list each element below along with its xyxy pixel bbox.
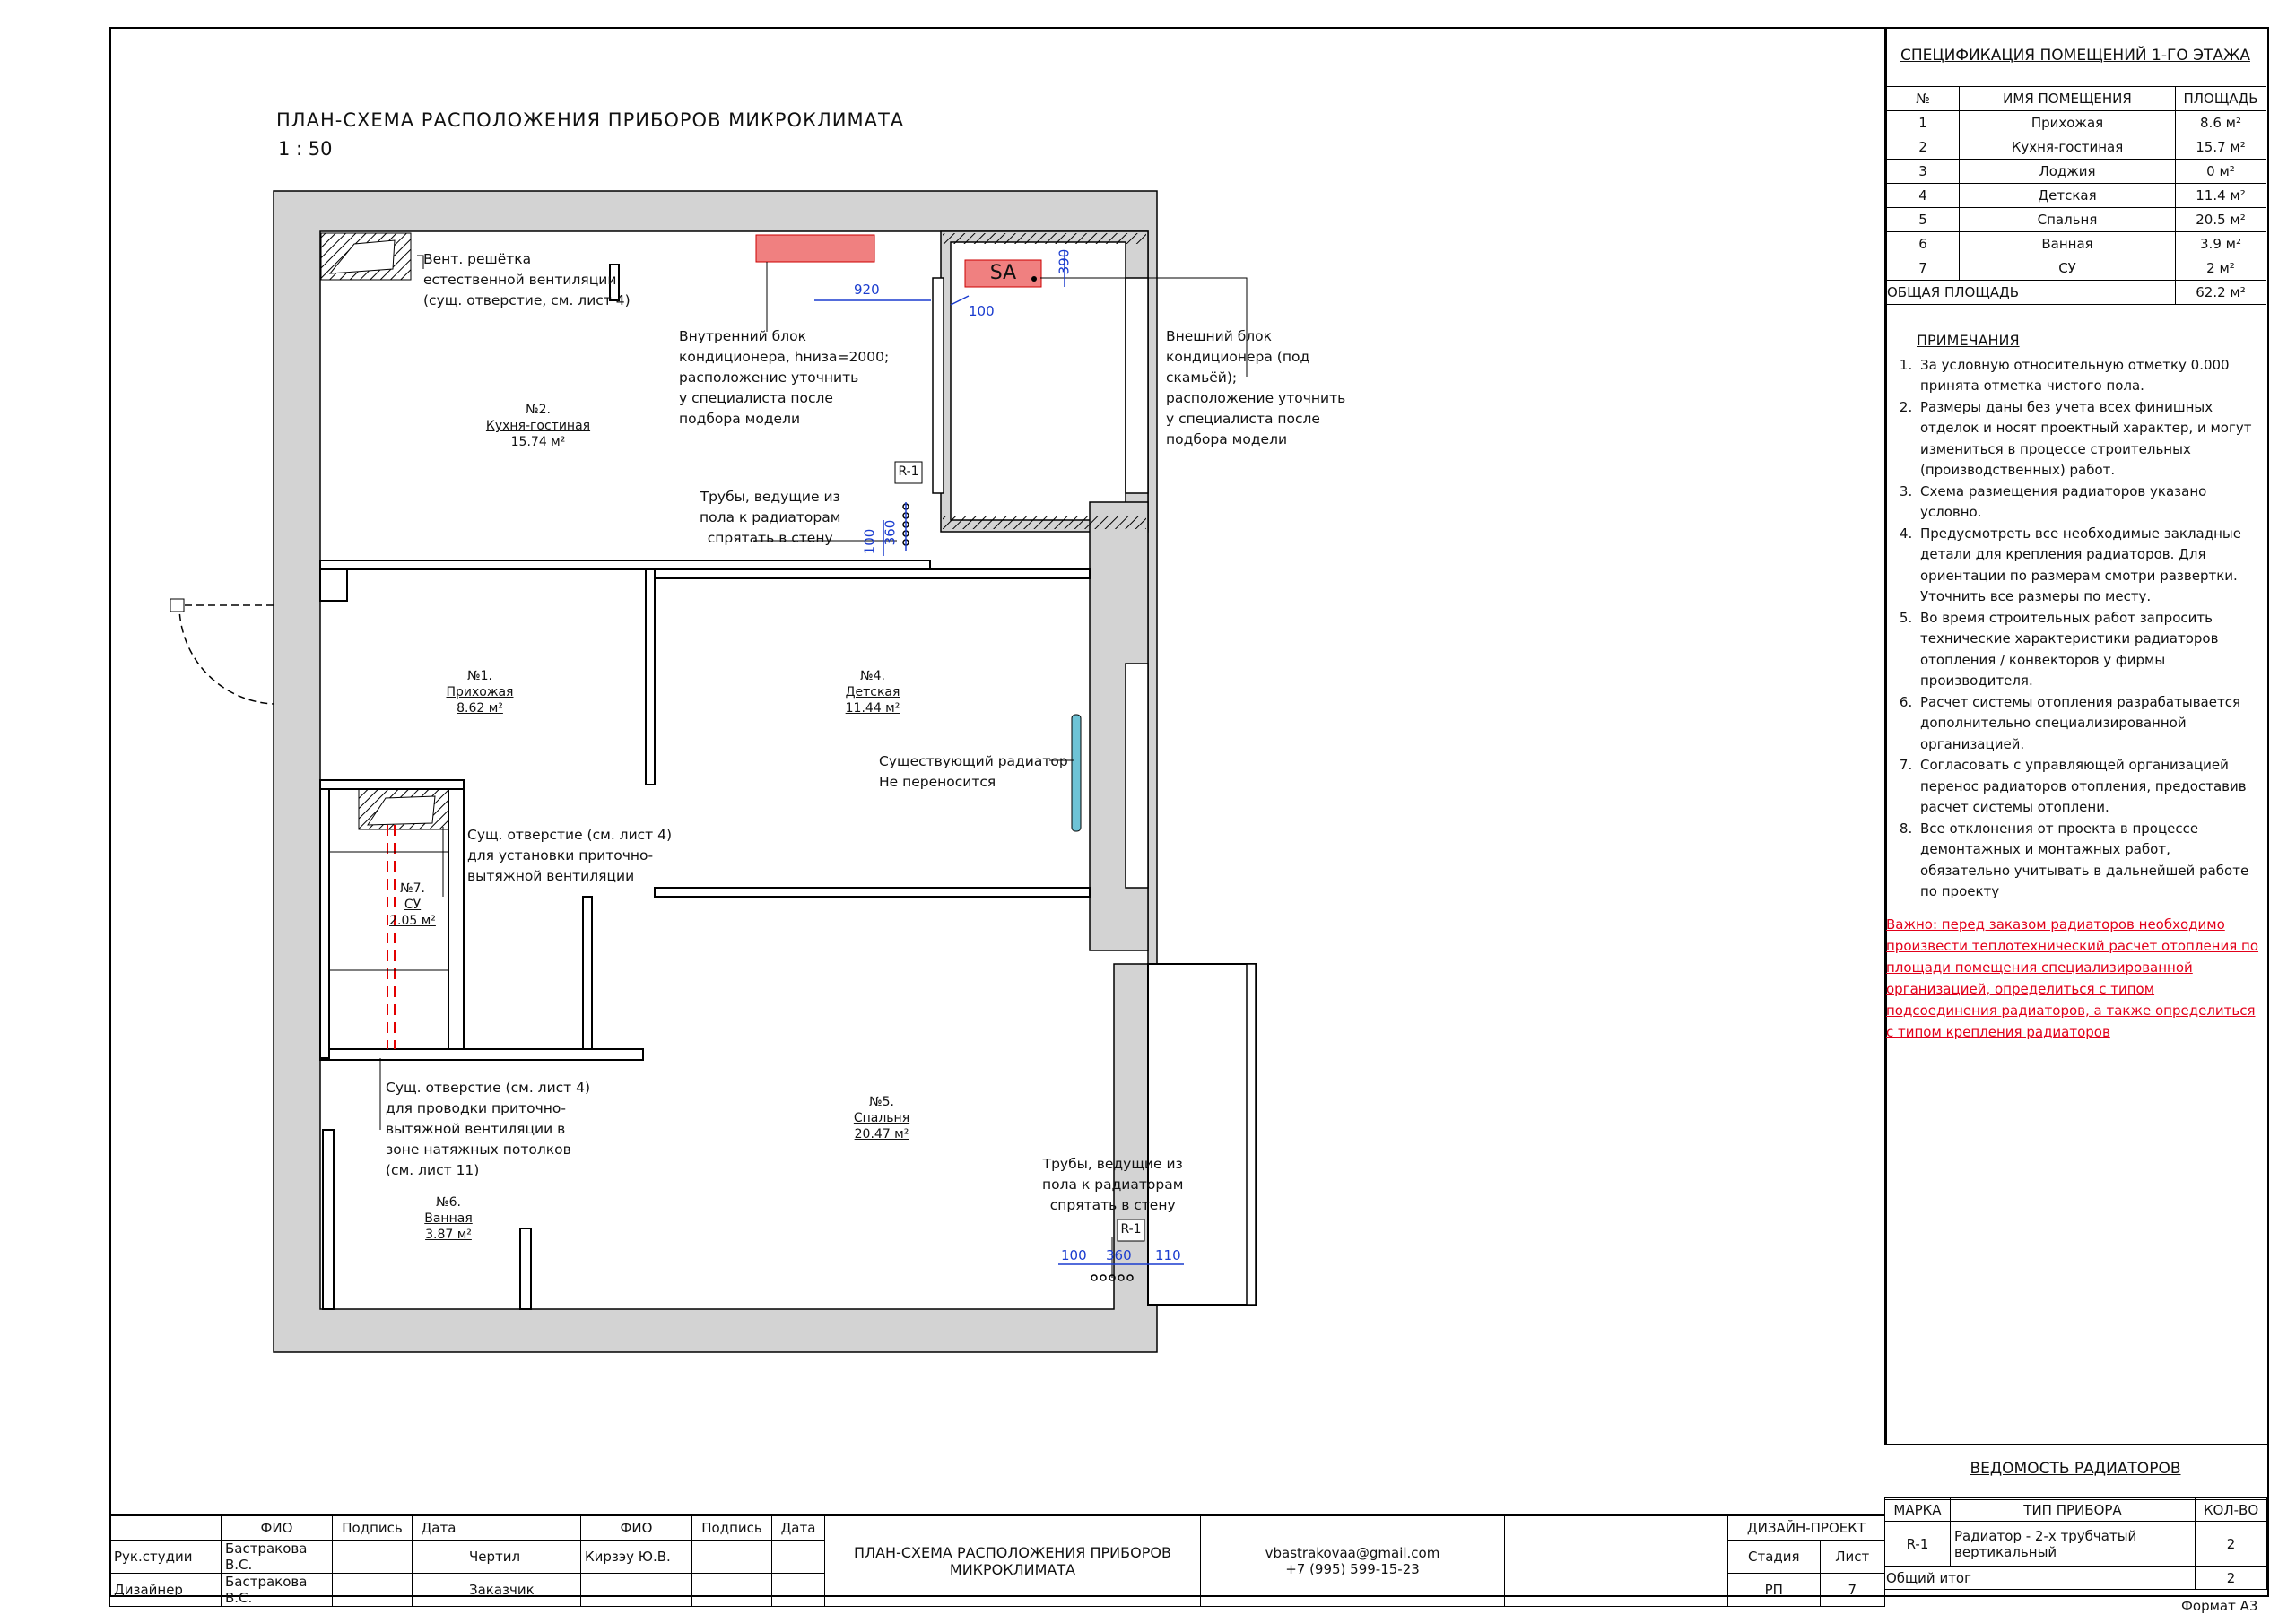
radiator-title: ВЕДОМОСТЬ РАДИАТОРОВ [1970, 1460, 2181, 1478]
note-vent-grille: Вент. решётка естественной вентиляции (сущ. отверстие, см. лист 4) [423, 251, 631, 308]
dim-390: 390 [1056, 248, 1073, 275]
note-item: 3. Схема размещения радиаторов указано условно. [1917, 482, 2263, 524]
dim-110: 110 [1155, 1247, 1181, 1263]
room-label-kitchen: №2. Кухня-гостиная 15.74 м² [485, 403, 591, 449]
spec-title: СПЕЦИФИКАЦИЯ ПОМЕЩЕНИЙ 1-ГО ЭТАЖА [1900, 47, 2250, 65]
existing-radiator [1072, 715, 1081, 831]
table-row: 5 Спальня 20.5 м² [1887, 208, 2266, 232]
title-block: ФИО Подпись Дата ФИО Подпись Дата ПЛАН-СХЕМА РАСПОЛОЖЕНИЯ ПРИБОРОВ МИКРОКЛИМАТА vbastrakovaa@gmail.com +7 (995) 599-15-23 ДИЗАЙН-ПРОЕКТ Рук.студии Бастракова В.С. Чертил Кирзэу Ю.В. Стадия Лист Дизайнер Бастракова В.С. Заказчик РП 7 [109, 1514, 1885, 1607]
room-label-kids: №4. Детская 11.44 м² [845, 669, 900, 716]
note-existing-opening-2: Сущ. отверстие (см. лист 4) для проводки приточно- вытяжной вентиляции в зоне натяжных потолков (см. лист 11) [386, 1080, 591, 1178]
room-label-wc: №7. СУ 2.05 м² [389, 881, 436, 928]
plan-title: ПЛАН-СХЕМА РАСПОЛОЖЕНИЯ ПРИБОРОВ МИКРОКЛИМАТА [276, 109, 905, 131]
table-row: 2 Кухня-гостиная 15.7 м² [1887, 135, 2266, 160]
indoor-ac-unit [756, 235, 874, 262]
note-item: 8. Все отклонения от проекта в процессе демонтажных и монтажных работ, обязательно учитывать в дальнейшей работе по проекту [1917, 819, 2263, 903]
table-row: 3 Лоджия 0 м² [1887, 160, 2266, 184]
notes-block [1886, 332, 2263, 1043]
spec-total-row: ОБЩАЯ ПЛОЩАДЬ 62.2 м² [1887, 281, 2266, 305]
tag-r1-b: R-1 [1120, 1222, 1142, 1237]
dim-100-a: 100 [969, 303, 995, 319]
spec-table: № ИМЯ ПОМЕЩЕНИЯ ПЛОЩАДЬ 1 Прихожая 8.6 м² 2 Кухня-гостиная 15.7 м² 3 Лоджия 0 м² 4 Детская 11.4 м² 5 Спальня 20.5 м² 6 Ванная 3.9 м² 7 СУ 2 м² ОБЩАЯ ПЛОЩАДЬ 62.2 м² [1886, 86, 2266, 305]
dim-100-b: 100 [861, 528, 878, 555]
plan-scale: 1 : 50 [278, 138, 333, 160]
table-row: 4 Детская 11.4 м² [1887, 184, 2266, 208]
paper-format: Формат А3 [2181, 1598, 2258, 1614]
radiator-table: МАРКА ТИП ПРИБОРА КОЛ-ВО R-1 Радиатор - 2-х трубчатый вертикальный 2 Общий итог 2 [1884, 1497, 2267, 1590]
table-row: R-1 Радиатор - 2-х трубчатый вертикальный 2 [1885, 1522, 2267, 1567]
table-row: 7 СУ 2 м² [1887, 256, 2266, 281]
dim-360-a: 360 [882, 519, 899, 546]
table-row: 6 Ванная 3.9 м² [1887, 232, 2266, 256]
note-item: 2. Размеры даны без учета всех финишных отделок и носят проектный характер, и могут измениться в процессе строительных (производственных) работ. [1917, 397, 2263, 482]
note-item: 6. Расчет системы отопления разрабатывается дополнительно специализированной организацией. [1917, 692, 2263, 756]
dim-920: 920 [854, 282, 880, 298]
tag-r1-a: R-1 [898, 464, 919, 479]
room-label-hallway: №1. Прихожая 8.62 м² [446, 669, 514, 716]
room-label-bedroom: №5. Спальня 20.47 м² [853, 1095, 910, 1141]
note-item: 7. Согласовать с управляющей организацией перенос радиаторов отопления, предоставив расчет системы отоплени. [1917, 755, 2263, 819]
tb-sheet-title: ПЛАН-СХЕМА РАСПОЛОЖЕНИЯ ПРИБОРОВ МИКРОКЛИМАТА [825, 1515, 1201, 1607]
note-item: 1. За условную относительную отметку 0.000 принята отметка чистого пола. [1917, 355, 2263, 397]
room-label-bathroom: №6. Ванная 3.87 м² [424, 1195, 473, 1242]
table-row: 1 Прихожая 8.6 м² [1887, 111, 2266, 135]
note-existing-radiator: Существующий радиатор Не переносится [879, 753, 1068, 790]
tb-contacts: vbastrakovaa@gmail.com +7 (995) 599-15-23 [1201, 1515, 1505, 1607]
note-outdoor-unit: Внешний блок кондиционера (под скамьёй); расположение уточнить у специалиста после подбора модели [1166, 328, 1346, 447]
dim-360-b: 360 [1106, 1247, 1132, 1263]
note-pipes-1: Трубы, ведущие из пола к радиаторам спрятать в стену [700, 489, 841, 546]
tag-sa: SA [989, 262, 1017, 284]
note-item: 5. Во время строительных работ запросить технические характеристики радиаторов отопления / конвекторов у фирмы производителя. [1917, 608, 2263, 692]
note-pipes-2: Трубы, ведущие из пола к радиаторам спрятать в стену [1042, 1156, 1184, 1213]
note-existing-opening-1: Сущ. отверстие (см. лист 4) для установки приточно- вытяжной вентиляции [467, 827, 673, 884]
dim-100-c: 100 [1061, 1247, 1087, 1263]
note-indoor-unit: Внутренний блок кондиционера, hнизa=2000; расположение уточнить у специалиста после подбора модели [679, 328, 890, 427]
warning-text: Важно: перед заказом радиаторов необходимо произвести теплотехнический расчет отопления по площади помещения специализированной организацией, определиться с типом подсоединения радиаторов, а также определиться с типом крепления радиаторов [1886, 916, 2259, 1040]
note-item: 4. Предусмотреть все необходимые закладные детали для крепления радиаторов. Для ориентации по размерам смотри развертки. Уточнить все размеры по месту. [1917, 524, 2263, 608]
notes-title: ПРИМЕЧАНИЯ [1917, 332, 2020, 349]
